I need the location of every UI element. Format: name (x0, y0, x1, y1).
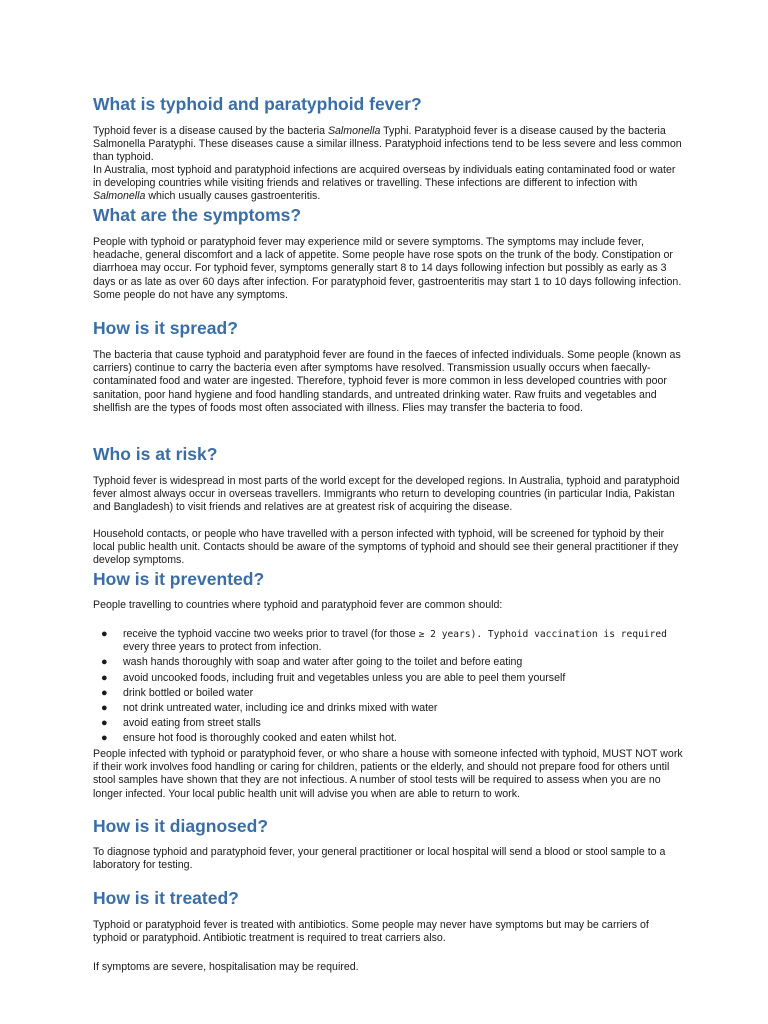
text-run: In Australia, most typhoid and paratyphoid infections are acquired overseas by individuals eating contaminated food or water in developing countries while visiting friends and relatives or travelling. These infections are different to infection with (93, 164, 676, 190)
list-item-text: avoid eating from street stalls (123, 717, 261, 730)
bullet-icon: ● (101, 671, 108, 684)
heading-treated: How is it treated? (93, 888, 239, 908)
paragraph-treated-1: Typhoid or paratyphoid fever is treated with antibiotics. Some people may never have symptoms but may be carriers of typhoid or paratyphoid. Antibiotic treatment is required to treat carriers also. (93, 919, 649, 945)
list-item (93, 702, 683, 715)
heading-prevented: How is it prevented? (93, 569, 265, 589)
list-item-text: ensure hot food is thoroughly cooked and eaten whilst hot. (123, 732, 397, 745)
bullet-icon: ● (101, 702, 108, 715)
paragraph-what-is-1 (93, 125, 683, 165)
prevention-list (93, 628, 683, 746)
heading-what-is: What is typhoid and paratyphoid fever? (93, 94, 422, 114)
list-item-text: drink bottled or boiled water (123, 686, 254, 699)
heading-spread: How is it spread? (93, 318, 238, 338)
list-item-text: wash hands thoroughly with soap and water after going to the toilet and before eating (123, 656, 523, 669)
text-run-mono: ≥ 2 years). Typhoid vaccination is required (418, 629, 667, 640)
bullet-icon: ● (101, 628, 108, 640)
paragraph-prevented-intro: People travelling to countries where typhoid and paratyphoid fever are common should: (93, 599, 503, 611)
text-run: receive the typhoid vaccine two weeks prior to travel (for those (123, 628, 419, 640)
paragraph-risk-2: Household contacts, or people who have travelled with a person infected with typhoid, will be screened for typhoid by their local public health unit. Contacts should be aware of the symptoms of typhoid and should see their general practitioner if they develop symptoms. (93, 528, 679, 567)
heading-symptoms: What are the symptoms? (93, 205, 302, 225)
text-run: Typhi. Paratyphoid fever is a disease caused by the bacteria Salmonella Paratyphi. These diseases cause a similar illness. Paratyphoid infections tend to be less severe and less common than typhoid. (93, 125, 682, 164)
text-run-italic: Salmonella (93, 190, 146, 203)
paragraph-prevented-after: People infected with typhoid or paratyphoid fever, or who share a house with someone infected with typhoid, MUST NOT work if their work involves food handling or caring for children, patients or the elderly, and should not prepare food for others until stool samples have shown that they are not infectious. A number of stool tests will be required to assess when you are no longer infected. Your local public health unit will advise you when are able to return to work. (93, 748, 683, 800)
paragraph-diagnosed: To diagnose typhoid and paratyphoid fever, your general practitioner or local hospital will send a blood or stool sample to a laboratory for testing. (93, 846, 666, 872)
heading-risk: Who is at risk? (93, 444, 218, 464)
paragraph-what-is-2 (93, 164, 683, 204)
list-item (93, 732, 683, 745)
list-item-text: not drink untreated water, including ice and drinks mixed with water (123, 702, 438, 715)
bullet-icon: ● (101, 686, 108, 699)
heading-diagnosed: How is it diagnosed? (93, 816, 269, 836)
list-item (93, 656, 683, 669)
bullet-icon: ● (101, 717, 108, 730)
list-item (93, 717, 683, 730)
list-item (93, 687, 683, 700)
bullet-icon: ● (101, 732, 108, 745)
list-item-text: avoid uncooked foods, including fruit and vegetables unless you are able to peel them yourself (123, 671, 566, 684)
text-run: every three years to protect from infection. (123, 641, 322, 654)
bullet-icon: ● (101, 656, 108, 669)
paragraph-symptoms: People with typhoid or paratyphoid fever may experience mild or severe symptoms. The symptoms may include fever, headache, general discomfort and a lack of appetite. Some people have rose spots on the trunk of the body. Constipation or diarrhoea may occur. For typhoid fever, symptoms generally start 8 to 14 days following infection but possibly as early as 3 days or as late as over 60 days after infection. For paratyphoid fever, gastroenteritis may start 1 to 10 days following infection. Some people do not have any symptoms. (93, 236, 682, 301)
list-item (93, 672, 683, 685)
text-run: which usually causes gastroenteritis. (145, 190, 321, 203)
paragraph-spread: The bacteria that cause typhoid and paratyphoid fever are found in the faeces of infected individuals. Some people (known as carriers) continue to carry the bacteria even after symptoms have resolved. Transmission usually occurs when faecally-contaminated food and water are ingested. Therefore, typhoid fever is more common in less developed countries with poor sanitation, poor hand hygiene and food handling standards, and untreated drinking water. Raw fruits and vegetables and shellfish are the types of foods most often associated with illness. Flies may transfer the bacteria to food. (93, 349, 681, 414)
list-item (93, 628, 683, 654)
text-run: Typhoid fever is a disease caused by the bacteria (93, 125, 328, 137)
paragraph-treated-2: If symptoms are severe, hospitalisation may be required. (93, 961, 359, 973)
text-run-italic: Salmonella (327, 125, 381, 137)
paragraph-risk-1: Typhoid fever is widespread in most parts of the world except for the developed regions. In Australia, typhoid and paratyphoid fever almost always occur in overseas travellers. Immigrants who return to developing countries (in particular India, Pakistan and Bangladesh) to visit friends and relatives are at greatest risk of acquiring the disease. (93, 475, 680, 514)
